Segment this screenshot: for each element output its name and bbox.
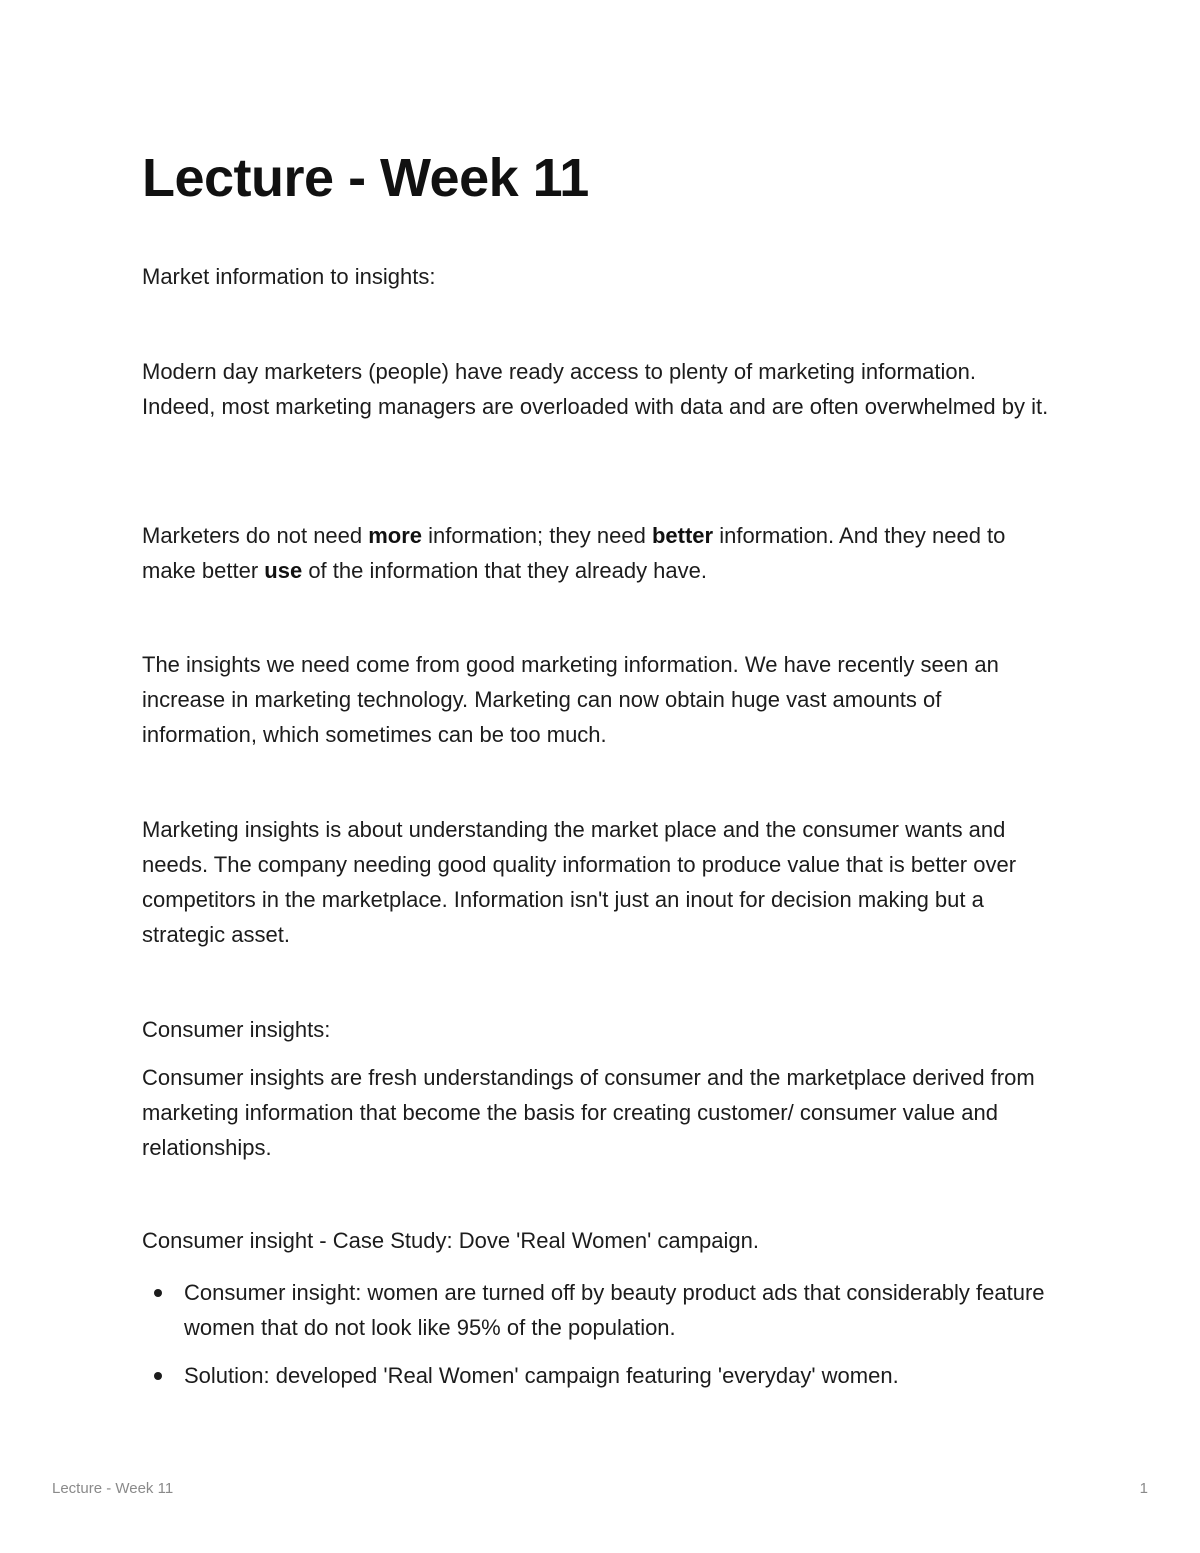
paragraph-modern-marketers: Modern day marketers (people) have ready access to plenty of marketing information. Indeed, most marketing managers are overloaded with data and are often overwhelmed by it. — [142, 359, 1049, 419]
footer-document-title: Lecture - Week 11 — [52, 1480, 174, 1497]
case-study-bullet-list — [142, 1275, 1052, 1406]
case-study-heading: Consumer insight - Case Study: Dove 'Real Women' campaign. — [142, 1228, 759, 1253]
text-run: of the information that they already have. — [302, 558, 708, 583]
text-run: Marketers do not need — [142, 523, 369, 548]
text-run: information. And they need to make better — [142, 523, 1006, 583]
paragraph-better-information — [142, 518, 1052, 588]
paragraph-marketing-insights: Marketing insights is about understanding the market place and the consumer wants and needs. The company needing good quality information to produce value that is better over competitors in the marketplace. Information isn't just an inout for decision making but a strategic asset. — [142, 817, 1017, 947]
paragraph-consumer-insights-definition: Consumer insights are fresh understandings of consumer and the marketplace derived from marketing information that become the basis for creating customer/ consumer value and relationships. — [142, 1065, 1035, 1160]
list-item-text: Consumer insight: women are turned off by beauty product ads that considerably feature women that do not look like 95% of the population. — [184, 1280, 1045, 1340]
bold-better: better — [651, 523, 714, 548]
list-item — [142, 1358, 1052, 1393]
bullet-dot-icon — [154, 1289, 162, 1297]
bullet-dot-icon — [154, 1372, 162, 1380]
paragraph-insights-technology: The insights we need come from good marketing information. We have recently seen an increase in marketing technology. Marketing can now obtain huge vast amounts of information, which sometimes can be too much. — [142, 652, 999, 747]
text-run: information; they need — [422, 523, 652, 548]
page-title: Lecture - Week 11 — [142, 148, 589, 208]
list-item-text: Solution: developed 'Real Women' campaign featuring 'everyday' women. — [184, 1363, 899, 1388]
section-heading-consumer-insights: Consumer insights: — [142, 1017, 331, 1042]
section-heading-market-information: Market information to insights: — [142, 264, 436, 289]
bold-more: more — [368, 523, 423, 548]
list-item — [142, 1275, 1052, 1345]
footer-page-number: 1 — [1139, 1480, 1148, 1497]
bold-use: use — [264, 558, 303, 583]
